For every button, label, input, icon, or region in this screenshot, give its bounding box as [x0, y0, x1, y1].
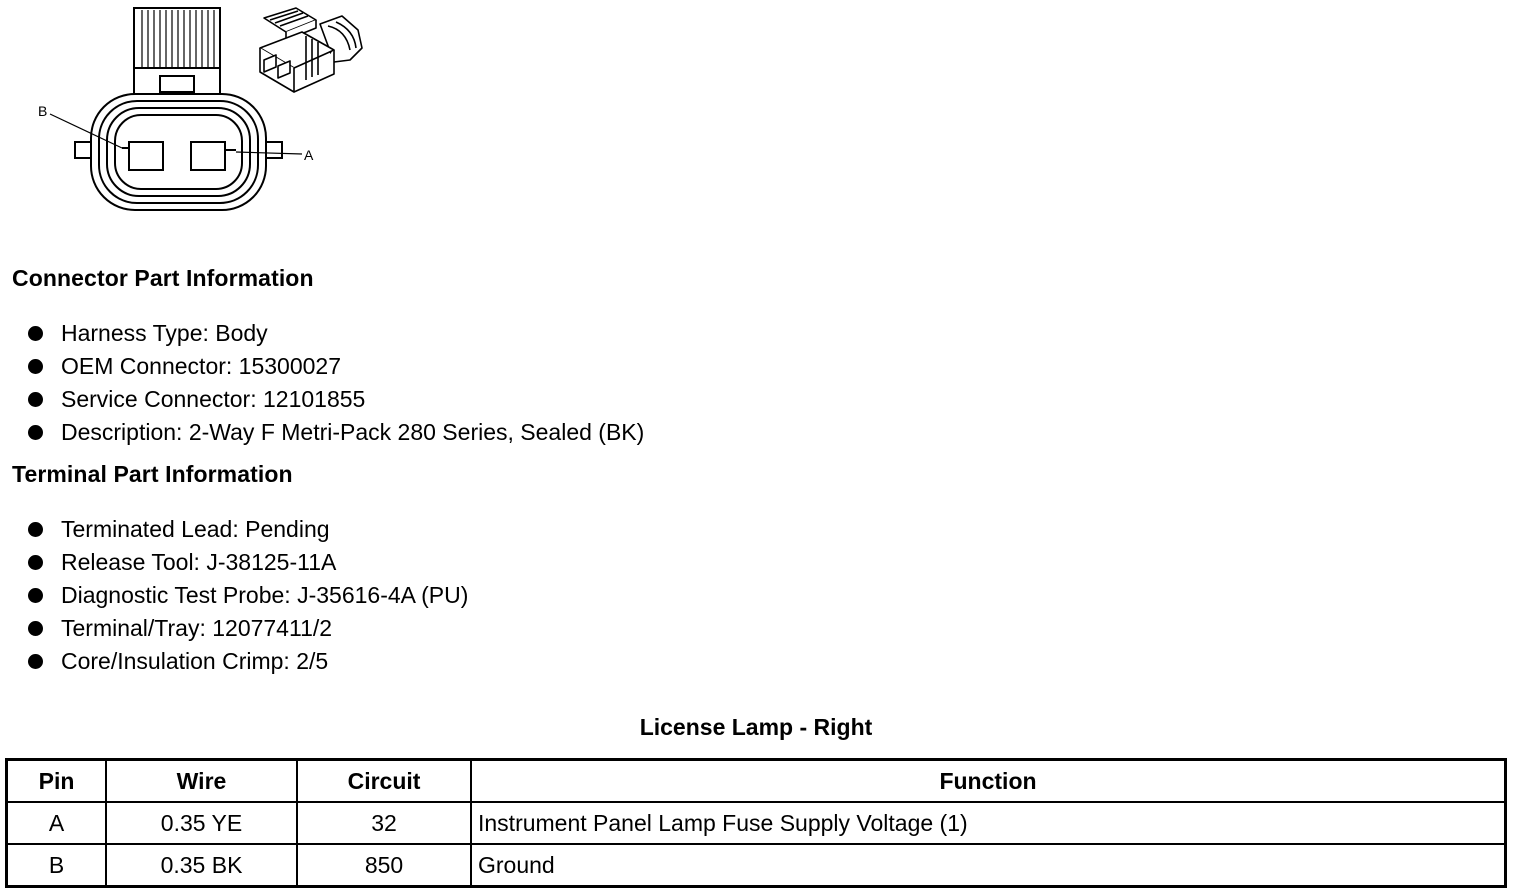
cell-circuit: 32	[297, 802, 471, 844]
list-item-text: Terminal/Tray: 12077411/2	[61, 615, 333, 641]
cell-wire: 0.35 YE	[106, 802, 297, 844]
connector-part-info-heading: Connector Part Information	[12, 265, 314, 291]
list-item-text: Release Tool: J-38125-11A	[61, 549, 337, 575]
bullet-icon	[28, 425, 43, 440]
connector-part-info-list	[28, 317, 644, 449]
table-title: License Lamp - Right	[639, 714, 873, 740]
table-header-row	[7, 760, 1506, 803]
cell-pin: B	[7, 844, 107, 887]
bullet-icon	[28, 654, 43, 669]
list-item-text: Harness Type: Body	[61, 320, 268, 346]
terminal-part-info-list	[28, 513, 468, 678]
column-header-function: Function	[471, 760, 1506, 803]
connector-isometric-diagram	[250, 4, 365, 99]
list-item	[28, 579, 468, 612]
cell-wire: 0.35 BK	[106, 844, 297, 887]
list-item	[28, 416, 644, 449]
list-item-text: Description: 2-Way F Metri-Pack 280 Series, Sealed (BK)	[61, 419, 645, 445]
list-item-text: Diagnostic Test Probe: J-35616-4A (PU)	[61, 582, 469, 608]
list-item	[28, 513, 468, 546]
list-item	[28, 350, 644, 383]
bullet-icon	[28, 555, 43, 570]
list-item-text: Service Connector: 12101855	[61, 386, 366, 412]
terminal-part-info-heading: Terminal Part Information	[12, 461, 293, 487]
table-row	[7, 844, 1506, 887]
bullet-icon	[28, 588, 43, 603]
table-row	[7, 802, 1506, 844]
pin-label-b: B	[38, 103, 48, 119]
cell-pin: A	[7, 802, 107, 844]
list-item	[28, 546, 468, 579]
list-item-text: Core/Insulation Crimp: 2/5	[61, 648, 329, 674]
pin-table	[5, 758, 1507, 888]
list-item-text: Terminated Lead: Pending	[61, 516, 330, 542]
bullet-icon	[28, 392, 43, 407]
list-item	[28, 383, 644, 416]
list-item	[28, 612, 468, 645]
bullet-icon	[28, 326, 43, 341]
bullet-icon	[28, 621, 43, 636]
bullet-icon	[28, 359, 43, 374]
cell-circuit: 850	[297, 844, 471, 887]
column-header-circuit: Circuit	[297, 760, 471, 803]
list-item-text: OEM Connector: 15300027	[61, 353, 342, 379]
list-item	[28, 645, 468, 678]
cell-function: Ground	[471, 844, 1506, 887]
pin-label-a: A	[304, 147, 314, 163]
bullet-icon	[28, 522, 43, 537]
cell-function: Instrument Panel Lamp Fuse Supply Voltage (1)	[471, 802, 1506, 844]
column-header-pin: Pin	[7, 760, 107, 803]
column-header-wire: Wire	[106, 760, 297, 803]
list-item	[28, 317, 644, 350]
